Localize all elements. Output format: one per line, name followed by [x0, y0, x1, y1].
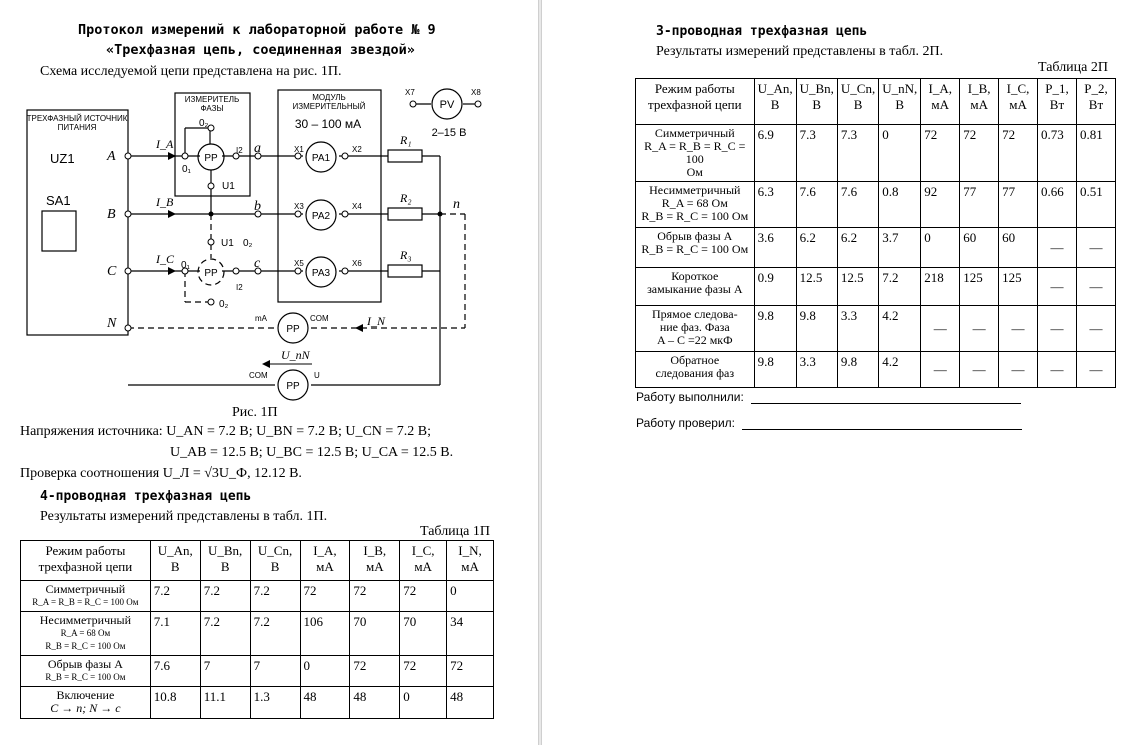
value-cell: 7.2 [879, 268, 921, 306]
value-cell: 72 [350, 656, 400, 687]
value-cell: 9.8 [754, 352, 796, 388]
value-cell: 4.2 [879, 352, 921, 388]
value-cell: 0.51 [1076, 182, 1115, 228]
node-c: c [254, 256, 261, 271]
value-cell: 72 [300, 581, 350, 612]
table2-header: I_C, мА [999, 79, 1038, 125]
x1-label: X1 [294, 145, 304, 154]
table1-header: I_A, мА [300, 541, 350, 581]
o1-label-c: 0₁ [181, 260, 190, 271]
value-cell: 0 [400, 687, 447, 719]
value-cell: 72 [999, 125, 1038, 182]
mode-cell: Несимметричный R_A = 68 Ом R_B = R_C = 100 Ом [636, 182, 755, 228]
node-a: a [254, 141, 261, 156]
value-cell: 3.7 [879, 228, 921, 268]
value-cell: 7.2 [200, 581, 250, 612]
value-cell: 48 [300, 687, 350, 719]
arrow-ib [168, 210, 176, 218]
o2-label-top: 0₂ [199, 118, 209, 129]
value-cell: 72 [447, 656, 494, 687]
pp-label-n: PP [286, 324, 300, 335]
section-3wire-title: 3-проводная трехфазная цепь [656, 24, 868, 39]
r3-label: R₃ [400, 248, 412, 262]
value-cell: 72 [400, 581, 447, 612]
value-cell: 125 [960, 268, 999, 306]
value-cell: 77 [960, 182, 999, 228]
table1-header: U_Bn, В [200, 541, 250, 581]
table2-header: I_A, мА [921, 79, 960, 125]
x5-label: X5 [294, 259, 304, 268]
value-cell: 7.6 [796, 182, 837, 228]
value-cell: 9.8 [754, 306, 796, 352]
value-cell: — [1076, 268, 1115, 306]
value-cell: 6.2 [837, 228, 878, 268]
table1-label: Таблица 1П [420, 524, 490, 539]
x8-label: X8 [471, 88, 481, 97]
pa2-label: PA2 [311, 211, 331, 222]
value-cell: 1.3 [250, 687, 300, 719]
table1-header: I_B, мА [350, 541, 400, 581]
x3-label: X3 [294, 202, 304, 211]
table2-header: U_nN, В [879, 79, 921, 125]
table-row [21, 687, 494, 719]
value-cell: 0.73 [1038, 125, 1077, 182]
value-cell: 7.6 [150, 656, 200, 687]
value-cell: 11.1 [200, 687, 250, 719]
pa3-label: PA3 [311, 268, 331, 279]
x4-label: X4 [352, 202, 362, 211]
results4-text: Результаты измерений представлены в табл. 1П. [40, 509, 328, 524]
r1-label: R₁ [400, 133, 412, 147]
table2-label: Таблица 2П [1038, 60, 1108, 75]
sa1-box [42, 211, 76, 251]
x6-label: X6 [352, 259, 362, 268]
value-cell: 0.9 [754, 268, 796, 306]
com-label-n: COM [310, 314, 329, 323]
table-row [636, 182, 1116, 228]
performed-by-label: Работу выполнили: [636, 390, 744, 404]
terminal-a: A [107, 149, 116, 164]
terminal-b: B [107, 207, 116, 222]
checked-by-line [636, 416, 1022, 430]
circuit-diagram [0, 80, 538, 405]
value-cell: 70 [350, 612, 400, 656]
performed-by-field[interactable] [751, 403, 1021, 404]
value-cell: 12.5 [837, 268, 878, 306]
x7-label: X7 [405, 88, 415, 97]
value-cell: 9.8 [796, 306, 837, 352]
table2-header-row [636, 79, 1116, 125]
value-cell: — [921, 306, 960, 352]
u1-label-a: U1 [222, 181, 235, 192]
r2-label: R₂ [400, 191, 412, 205]
value-cell: — [1076, 306, 1115, 352]
value-cell: 0 [921, 228, 960, 268]
mode-cell: Короткое замыкание фазы А [636, 268, 755, 306]
intro-text: Схема исследуемой цепи представлена на рис. 1П. [40, 64, 342, 79]
left-page [0, 0, 538, 745]
value-cell: 48 [350, 687, 400, 719]
table1-header-row [21, 541, 494, 581]
pv-range: 2–15 В [431, 127, 467, 139]
table2-header: P_2, Вт [1076, 79, 1115, 125]
protocol-subtitle: «Трехфазная цепь, соединенная звездой» [106, 42, 415, 58]
results3-text: Результаты измерений представлены в табл. 2П. [656, 44, 944, 59]
uz1-label: UZ1 [50, 151, 75, 166]
node-b: b [254, 199, 261, 214]
arrow-ic [168, 267, 176, 275]
table1-header: U_Cn, В [250, 541, 300, 581]
o1-label-a: 0₁ [182, 164, 191, 175]
source-label-1: ТРЕХФАЗНЫЙ ИСТОЧНИК [26, 114, 128, 123]
i2-label-a: I2 [236, 146, 243, 155]
pp-label-c: PP [204, 268, 218, 279]
u-label-bottom: U [314, 371, 320, 380]
table1-header: I_N, мА [447, 541, 494, 581]
sa1-label: SA1 [46, 193, 71, 208]
table-row [21, 612, 494, 656]
source-label-2: ПИТАНИЯ [57, 123, 97, 132]
value-cell: 72 [960, 125, 999, 182]
arrow-unn [262, 360, 270, 368]
com-label-bottom: COM [249, 371, 268, 380]
in-label: I_N [367, 314, 385, 328]
value-cell: 7.3 [796, 125, 837, 182]
table1-header: I_C, мА [400, 541, 447, 581]
check-line: Проверка соотношения U_Л = √3U_Ф, 12.12 В. [20, 466, 302, 481]
mode-cell: Обратное следования фаз [636, 352, 755, 388]
value-cell: 0.8 [879, 182, 921, 228]
checked-by-label: Работу проверил: [636, 416, 735, 430]
mode-cell: Несимметричный R_A = 68 Ом R_B = R_C = 100 Ом [21, 612, 151, 656]
table2-header: P_1, Вт [1038, 79, 1077, 125]
mode-cell: Обрыв фазы А R_B = R_C = 100 Ом [21, 656, 151, 687]
value-cell: 77 [999, 182, 1038, 228]
value-cell: 6.9 [754, 125, 796, 182]
voltages-line-2: U_AB = 12.5 В; U_BC = 12.5 В; U_CA = 12.5 В. [170, 445, 454, 460]
value-cell: — [1038, 268, 1077, 306]
terminal-n: N [107, 316, 117, 331]
table1-header: Режим работы трехфазной цепи [21, 541, 151, 581]
value-cell: 92 [921, 182, 960, 228]
u1-label-c: U1 [221, 238, 234, 249]
terminal-c: C [107, 264, 117, 279]
table-row [21, 581, 494, 612]
phase-meter-label-1: ИЗМЕРИТЕЛЬ [184, 95, 240, 104]
table-row [636, 352, 1116, 388]
value-cell: 72 [921, 125, 960, 182]
value-cell: 60 [999, 228, 1038, 268]
value-cell: 10.8 [150, 687, 200, 719]
table-row [636, 228, 1116, 268]
value-cell: — [999, 352, 1038, 388]
value-cell: 0 [300, 656, 350, 687]
arrow-in [355, 324, 363, 332]
x2-label: X2 [352, 145, 362, 154]
table2 [635, 78, 1116, 388]
table-row [21, 656, 494, 687]
value-cell: 0.81 [1076, 125, 1115, 182]
module-range: 30 – 100 мА [294, 117, 362, 131]
value-cell: 12.5 [796, 268, 837, 306]
value-cell: 6.3 [754, 182, 796, 228]
value-cell: 4.2 [879, 306, 921, 352]
voltages-line-1: Напряжения источника: U_AN = 7.2 В; U_BN = 7.2 В; U_CN = 7.2 В; [20, 424, 432, 439]
resistor-r1 [388, 150, 422, 162]
pa1-label: PA1 [311, 153, 331, 164]
value-cell: 125 [999, 268, 1038, 306]
value-cell: 7.6 [837, 182, 878, 228]
table-row [636, 125, 1116, 182]
value-cell: 7.2 [150, 581, 200, 612]
value-cell: 3.3 [837, 306, 878, 352]
module-label-1: МОДУЛЬ [312, 93, 346, 102]
value-cell: — [960, 352, 999, 388]
checked-by-field[interactable] [742, 429, 1022, 430]
right-page [542, 0, 1125, 745]
resistor-r2 [388, 208, 422, 220]
ib-label: I_B [156, 195, 174, 209]
value-cell: 60 [960, 228, 999, 268]
mode-cell: Прямое следова- ние фаз. Фаза A – C =22 мкФ [636, 306, 755, 352]
value-cell: 7.1 [150, 612, 200, 656]
value-cell: 34 [447, 612, 494, 656]
table2-header: U_An, В [754, 79, 796, 125]
module-label-2: ИЗМЕРИТЕЛЬНЫЙ [292, 102, 366, 111]
section-4wire-title: 4-проводная трехфазная цепь [40, 489, 252, 504]
table1-header: U_An, В [150, 541, 200, 581]
protocol-title: Протокол измерений к лабораторной работе № 9 [78, 22, 436, 38]
value-cell: 7.2 [200, 612, 250, 656]
ma-label: mA [255, 314, 267, 323]
value-cell: 0 [447, 581, 494, 612]
value-cell: 72 [350, 581, 400, 612]
value-cell: — [921, 352, 960, 388]
value-cell: 0 [879, 125, 921, 182]
mode-cell: Включение C → n; N → c [21, 687, 151, 719]
value-cell: 72 [400, 656, 447, 687]
pp-label-bottom: PP [286, 381, 300, 392]
value-cell: 7.2 [250, 612, 300, 656]
value-cell: 0.66 [1038, 182, 1077, 228]
figure-caption: Рис. 1П [232, 405, 278, 420]
table2-header: U_Bn, В [796, 79, 837, 125]
ia-label: I_A [156, 137, 174, 151]
value-cell: — [1076, 228, 1115, 268]
mode-cell: Симметричный R_A = R_B = R_C = 100 Ом [636, 125, 755, 182]
value-cell: — [999, 306, 1038, 352]
node-n: n [453, 197, 460, 212]
value-cell: 48 [447, 687, 494, 719]
unn-label: U_nN [281, 348, 310, 362]
value-cell: 3.6 [754, 228, 796, 268]
value-cell: 7 [200, 656, 250, 687]
i2-label-c: I2 [236, 283, 243, 292]
value-cell: — [1038, 306, 1077, 352]
value-cell: — [1076, 352, 1115, 388]
value-cell: — [960, 306, 999, 352]
phase-meter-label-2: ФАЗЫ [200, 104, 224, 113]
value-cell: 9.8 [837, 352, 878, 388]
value-cell: 218 [921, 268, 960, 306]
pp-label-a: PP [204, 153, 218, 164]
value-cell: 6.2 [796, 228, 837, 268]
resistor-r3 [388, 265, 422, 277]
performed-by-line [636, 390, 1021, 404]
mode-cell: Симметричный R_A = R_B = R_C = 100 Ом [21, 581, 151, 612]
table-row [636, 306, 1116, 352]
value-cell: 7.2 [250, 581, 300, 612]
o2-label-mid: 0₂ [243, 238, 253, 249]
value-cell: 3.3 [796, 352, 837, 388]
value-cell: 70 [400, 612, 447, 656]
ic-label: I_C [156, 252, 174, 266]
value-cell: 7 [250, 656, 300, 687]
table1 [20, 540, 494, 719]
table-row [636, 268, 1116, 306]
value-cell: — [1038, 228, 1077, 268]
table2-header: U_Cn, В [837, 79, 878, 125]
pv-label: PV [439, 99, 455, 111]
table2-header: Режим работы трехфазной цепи [636, 79, 755, 125]
value-cell: 106 [300, 612, 350, 656]
o2-label-bottom: 0₂ [219, 299, 229, 310]
value-cell: — [1038, 352, 1077, 388]
table2-header: I_B, мА [960, 79, 999, 125]
value-cell: 7.3 [837, 125, 878, 182]
mode-cell: Обрыв фазы А R_B = R_C = 100 Ом [636, 228, 755, 268]
